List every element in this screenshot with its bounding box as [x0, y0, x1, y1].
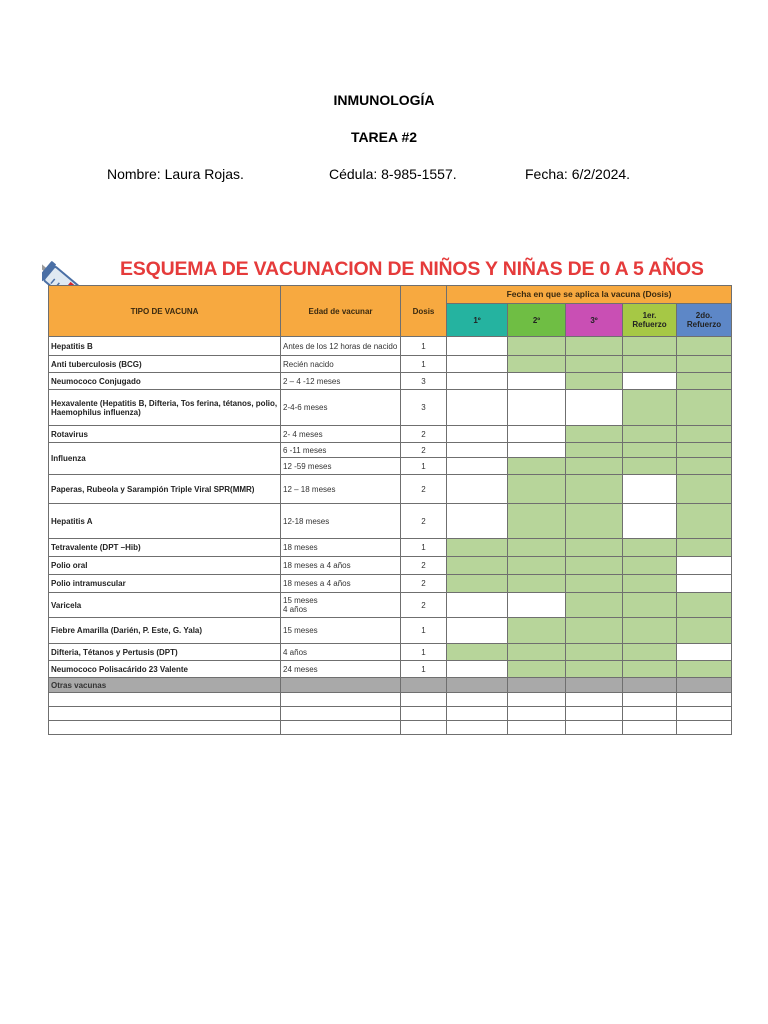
dose-cell-4: [623, 458, 677, 475]
other-vaccines-row: [49, 678, 732, 693]
table-row: [49, 557, 732, 575]
table-row: [49, 504, 732, 539]
vaccine-age: 15 meses: [281, 618, 401, 644]
dose-cell-2: [508, 661, 566, 678]
empty-cell: [401, 678, 447, 693]
vaccine-name: Hepatitis A: [49, 504, 281, 539]
table-row: [49, 575, 732, 593]
dose-cell-2: [508, 337, 566, 356]
dose-count: 2: [401, 593, 447, 618]
dose-cell-4: [623, 504, 677, 539]
dose-count: 1: [401, 539, 447, 557]
vaccine-name: Varicela: [49, 593, 281, 618]
table-row: [49, 373, 732, 390]
empty-row: [49, 707, 732, 721]
empty-cell: [281, 693, 401, 707]
dose-cell-4: [623, 539, 677, 557]
vaccine-name: Neumococo Conjugado: [49, 373, 281, 390]
dose-cell-3: [566, 593, 623, 618]
vaccine-age: 4 años: [281, 644, 401, 661]
dose-cell-3: [566, 337, 623, 356]
table-row: [49, 539, 732, 557]
vaccine-age: Recién nacido: [281, 356, 401, 373]
empty-cell: [623, 707, 677, 721]
dose-count: 3: [401, 390, 447, 426]
dose-cell-3: [566, 557, 623, 575]
dose-cell-5: [677, 557, 732, 575]
header-dose-2: 2º: [508, 304, 566, 337]
dose-count: 1: [401, 458, 447, 475]
empty-cell: [566, 707, 623, 721]
dose-cell-3: [566, 458, 623, 475]
dose-cell-5: [677, 458, 732, 475]
empty-cell: [281, 678, 401, 693]
dose-cell-1: [447, 475, 508, 504]
empty-cell: [508, 693, 566, 707]
dose-cell-5: [677, 373, 732, 390]
table-row: [49, 356, 732, 373]
dose-cell-1: [447, 356, 508, 373]
dose-cell-4: [623, 557, 677, 575]
dose-cell-3: [566, 475, 623, 504]
vaccine-age: 24 meses: [281, 661, 401, 678]
vaccine-age: 12 – 18 meses: [281, 475, 401, 504]
dose-cell-2: [508, 390, 566, 426]
vaccine-age: 18 meses a 4 años: [281, 575, 401, 593]
vaccine-age: 2- 4 meses: [281, 426, 401, 443]
vaccination-scheme-title: ESQUEMA DE VACUNACION DE NIÑOS Y NIÑAS DE 0 A 5 AÑOS: [120, 258, 704, 280]
dose-cell-5: [677, 661, 732, 678]
header-booster-2: 2do. Refuerzo: [677, 304, 732, 337]
table-row: [49, 390, 732, 426]
table-row: [49, 593, 732, 618]
header-age: Edad de vacunar: [281, 286, 401, 337]
vaccine-age: 2 – 4 -12 meses: [281, 373, 401, 390]
dose-cell-2: [508, 356, 566, 373]
dose-cell-2: [508, 593, 566, 618]
dose-cell-1: [447, 618, 508, 644]
dose-cell-5: [677, 504, 732, 539]
dose-cell-5: [677, 337, 732, 356]
empty-cell: [401, 721, 447, 735]
dose-cell-4: [623, 644, 677, 661]
document-subject: INMUNOLOGÍA: [333, 92, 435, 108]
vaccine-name: Paperas, Rubeola y Sarampión Triple Viral SPR(MMR): [49, 475, 281, 504]
dose-cell-1: [447, 337, 508, 356]
table-row: [49, 475, 732, 504]
vaccine-name: Hexavalente (Hepatitis B, Difteria, Tos ferina, tétanos, polio, Haemophilus influenza): [49, 390, 281, 426]
dose-cell-2: [508, 426, 566, 443]
dose-cell-2: [508, 443, 566, 458]
other-vaccines-label: Otras vacunas: [49, 678, 281, 693]
table-row: [49, 618, 732, 644]
dose-cell-2: [508, 539, 566, 557]
dose-cell-3: [566, 575, 623, 593]
vaccine-name: Difteria, Tétanos y Pertusis (DPT): [49, 644, 281, 661]
dose-cell-2: [508, 475, 566, 504]
dose-cell-4: [623, 426, 677, 443]
empty-cell: [447, 678, 508, 693]
header-vaccine-type: TIPO DE VACUNA: [49, 286, 281, 337]
empty-cell: [401, 693, 447, 707]
submission-date: Fecha: 6/2/2024.: [525, 166, 631, 182]
dose-cell-3: [566, 390, 623, 426]
vaccination-table: [48, 285, 732, 735]
dose-cell-1: [447, 539, 508, 557]
dose-cell-3: [566, 661, 623, 678]
student-name: Nombre: Laura Rojas.: [107, 166, 244, 182]
vaccine-age: 18 meses: [281, 539, 401, 557]
vaccine-age: 18 meses a 4 años: [281, 557, 401, 575]
empty-cell: [623, 693, 677, 707]
vaccine-name: Neumococo Polisacárido 23 Valente: [49, 661, 281, 678]
dose-cell-4: [623, 356, 677, 373]
empty-cell: [566, 678, 623, 693]
vaccine-age: Antes de los 12 horas de nacido: [281, 337, 401, 356]
vaccine-age: 12 -59 meses: [281, 458, 401, 475]
empty-cell: [508, 707, 566, 721]
vaccine-name: Tetravalente (DPT –Hib): [49, 539, 281, 557]
header-booster-1: 1er. Refuerzo: [623, 304, 677, 337]
dose-count: 2: [401, 475, 447, 504]
empty-cell: [677, 678, 732, 693]
dose-cell-1: [447, 426, 508, 443]
dose-cell-3: [566, 356, 623, 373]
dose-cell-3: [566, 644, 623, 661]
empty-row: [49, 693, 732, 707]
vaccine-age: 12-18 meses: [281, 504, 401, 539]
dose-count: 1: [401, 661, 447, 678]
header-dose-3: 3º: [566, 304, 623, 337]
empty-cell: [566, 721, 623, 735]
dose-cell-2: [508, 373, 566, 390]
table-row: [49, 337, 732, 356]
vaccine-name: Hepatitis B: [49, 337, 281, 356]
dose-cell-1: [447, 373, 508, 390]
empty-cell: [281, 707, 401, 721]
dose-cell-1: [447, 557, 508, 575]
dose-cell-3: [566, 539, 623, 557]
vaccine-name: Fiebre Amarilla (Darién, P. Este, G. Yala): [49, 618, 281, 644]
dose-count: 2: [401, 443, 447, 458]
empty-cell: [447, 707, 508, 721]
empty-cell: [281, 721, 401, 735]
table-row: [49, 644, 732, 661]
empty-cell: [49, 707, 281, 721]
empty-row: [49, 721, 732, 735]
empty-cell: [623, 721, 677, 735]
dose-cell-4: [623, 443, 677, 458]
dose-cell-5: [677, 443, 732, 458]
dose-cell-2: [508, 458, 566, 475]
dose-cell-4: [623, 618, 677, 644]
dose-cell-1: [447, 661, 508, 678]
empty-cell: [49, 721, 281, 735]
dose-cell-2: [508, 618, 566, 644]
dose-cell-2: [508, 504, 566, 539]
header-dose-1: 1º: [447, 304, 508, 337]
dose-cell-1: [447, 443, 508, 458]
empty-cell: [677, 707, 732, 721]
empty-cell: [447, 721, 508, 735]
empty-cell: [677, 721, 732, 735]
vaccine-age: 6 -11 meses: [281, 443, 401, 458]
dose-cell-3: [566, 426, 623, 443]
dose-count: 2: [401, 557, 447, 575]
vaccine-name: Rotavirus: [49, 426, 281, 443]
dose-cell-4: [623, 593, 677, 618]
dose-cell-1: [447, 644, 508, 661]
dose-cell-1: [447, 504, 508, 539]
dose-cell-3: [566, 618, 623, 644]
dose-count: 3: [401, 373, 447, 390]
dose-count: 1: [401, 356, 447, 373]
dose-cell-4: [623, 337, 677, 356]
empty-cell: [623, 678, 677, 693]
table-row: [49, 443, 732, 458]
dose-cell-4: [623, 390, 677, 426]
empty-cell: [508, 678, 566, 693]
dose-cell-1: [447, 458, 508, 475]
dose-cell-4: [623, 373, 677, 390]
student-info-row: [0, 166, 768, 184]
dose-cell-5: [677, 475, 732, 504]
student-id: Cédula: 8-985-1557.: [329, 166, 457, 182]
dose-cell-5: [677, 390, 732, 426]
vaccine-name: Influenza: [49, 443, 281, 475]
header-dates-group: Fecha en que se aplica la vacuna (Dosis): [447, 286, 732, 304]
empty-cell: [49, 693, 281, 707]
table-row: [49, 426, 732, 443]
vaccine-name: Polio intramuscular: [49, 575, 281, 593]
dose-count: 2: [401, 504, 447, 539]
dose-cell-2: [508, 644, 566, 661]
vaccine-age: 15 meses 4 años: [281, 593, 401, 618]
dose-cell-5: [677, 644, 732, 661]
empty-cell: [566, 693, 623, 707]
dose-cell-5: [677, 539, 732, 557]
vaccine-name: Polio oral: [49, 557, 281, 575]
dose-cell-1: [447, 575, 508, 593]
dose-cell-4: [623, 661, 677, 678]
table-row: [49, 661, 732, 678]
dose-cell-4: [623, 575, 677, 593]
dose-cell-3: [566, 373, 623, 390]
empty-cell: [447, 693, 508, 707]
empty-cell: [508, 721, 566, 735]
dose-cell-3: [566, 443, 623, 458]
dose-cell-1: [447, 390, 508, 426]
vaccine-age: 2-4-6 meses: [281, 390, 401, 426]
empty-cell: [677, 693, 732, 707]
empty-cell: [401, 707, 447, 721]
dose-cell-5: [677, 593, 732, 618]
dose-cell-5: [677, 356, 732, 373]
dose-cell-4: [623, 475, 677, 504]
dose-cell-5: [677, 618, 732, 644]
header-doses: Dosis: [401, 286, 447, 337]
dose-cell-2: [508, 575, 566, 593]
assignment-title: TAREA #2: [350, 129, 418, 145]
dose-count: 1: [401, 618, 447, 644]
dose-count: 1: [401, 337, 447, 356]
dose-cell-1: [447, 593, 508, 618]
dose-cell-5: [677, 426, 732, 443]
dose-count: 2: [401, 426, 447, 443]
dose-count: 2: [401, 575, 447, 593]
dose-cell-3: [566, 504, 623, 539]
dose-count: 1: [401, 644, 447, 661]
dose-cell-5: [677, 575, 732, 593]
vaccine-name: Anti tuberculosis (BCG): [49, 356, 281, 373]
dose-cell-2: [508, 557, 566, 575]
